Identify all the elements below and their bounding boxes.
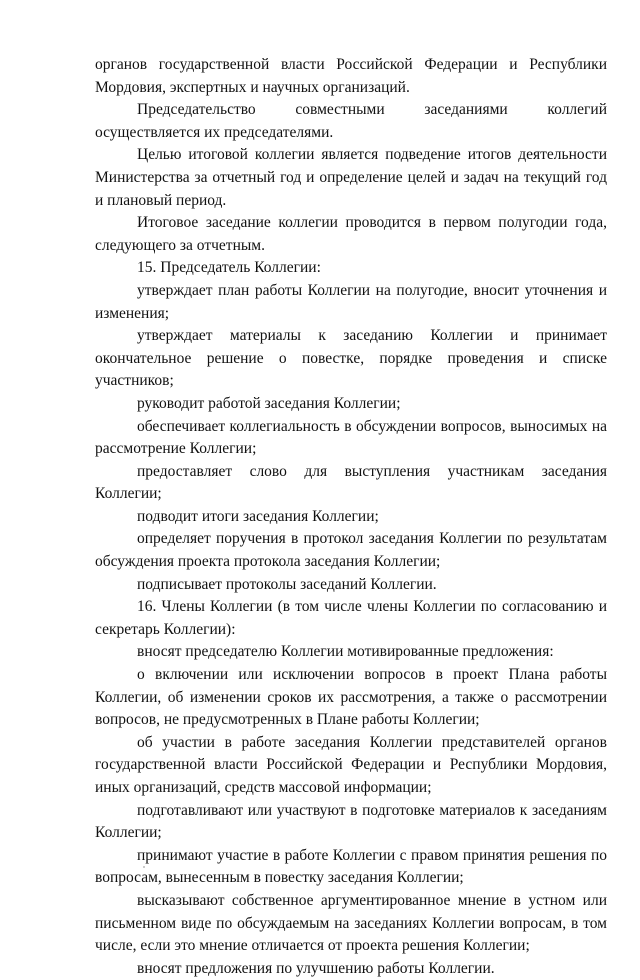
list-item: вносят председателю Коллегии мотивированные предложения: [137, 643, 554, 661]
paragraph: Итоговое заседание коллегии проводится в первом полугодии года, следующего за отчетным. [95, 214, 607, 254]
list-item: подводит итоги заседания Коллегии; [137, 507, 379, 525]
list-item: принимают участие в работе Коллегии с правом принятия решения по вопросам, вынесенным в повестку заседания Коллегии; [95, 846, 607, 887]
scan-speck [143, 866, 145, 868]
section-heading-16: 16. Члены Коллегии (в том числе члены Коллегии по согласованию и секретарь Коллегии): [95, 598, 607, 638]
list-item: определяет поручения в протокол заседания Коллегии по результатам обсуждения проекта протокола заседания Коллегии; [95, 530, 607, 571]
list-item: подготавливают или участвуют в подготовке материалов к заседаниям Коллегии; [95, 801, 607, 842]
list-item: высказывают собственное аргументированное мнение в устном или письменном виде по обсуждаемым на заседаниях Коллегии вопросам, в том числе, если это мнение отличается от проекта решения Коллегии; [95, 891, 607, 955]
document-body [95, 54, 607, 980]
paragraph: Целью итоговой коллегии является подведение итогов деятельности Министерства за отчетный год и определение целей и задач на текущий год и плановый период. [95, 146, 607, 209]
list-item: подписывает протоколы заседаний Коллегии. [137, 575, 437, 593]
list-item: об участии в работе заседания Коллегии представителей органов государственной власти Российской Федерации и Республики Мордовия, иных организаций, средств массовой информации; [95, 733, 607, 796]
list-item: предоставляет слово для выступления участникам заседания Коллегии; [95, 462, 607, 503]
list-item: вносят предложения по улучшению работы Коллегии. [137, 959, 495, 977]
list-item: утверждает материалы к заседанию Коллегии и принимает окончательное решение о повестке, порядке проведения и списке участников; [95, 327, 607, 390]
paragraph: органов государственной власти Российской Федерации и Республики Мордовия, экспертных и научных организаций. [95, 56, 607, 96]
list-item: утверждает план работы Коллегии на полугодие, вносит уточнения и изменения; [95, 281, 607, 322]
section-heading-15: 15. Председатель Коллегии: [137, 259, 321, 277]
list-item: обеспечивает коллегиальность в обсуждении вопросов, выносимых на рассмотрение Коллегии; [95, 417, 607, 458]
paragraph: Председательство совместными заседаниями коллегий осуществляется их председателями. [95, 101, 607, 141]
list-item: руководит работой заседания Коллегии; [137, 394, 401, 412]
list-item: о включении или исключении вопросов в проект Плана работы Коллегии, об изменении сроков их рассмотрения, а также о рассмотрении вопросов, не предусмотренных в Плане работы Коллегии; [95, 666, 607, 729]
